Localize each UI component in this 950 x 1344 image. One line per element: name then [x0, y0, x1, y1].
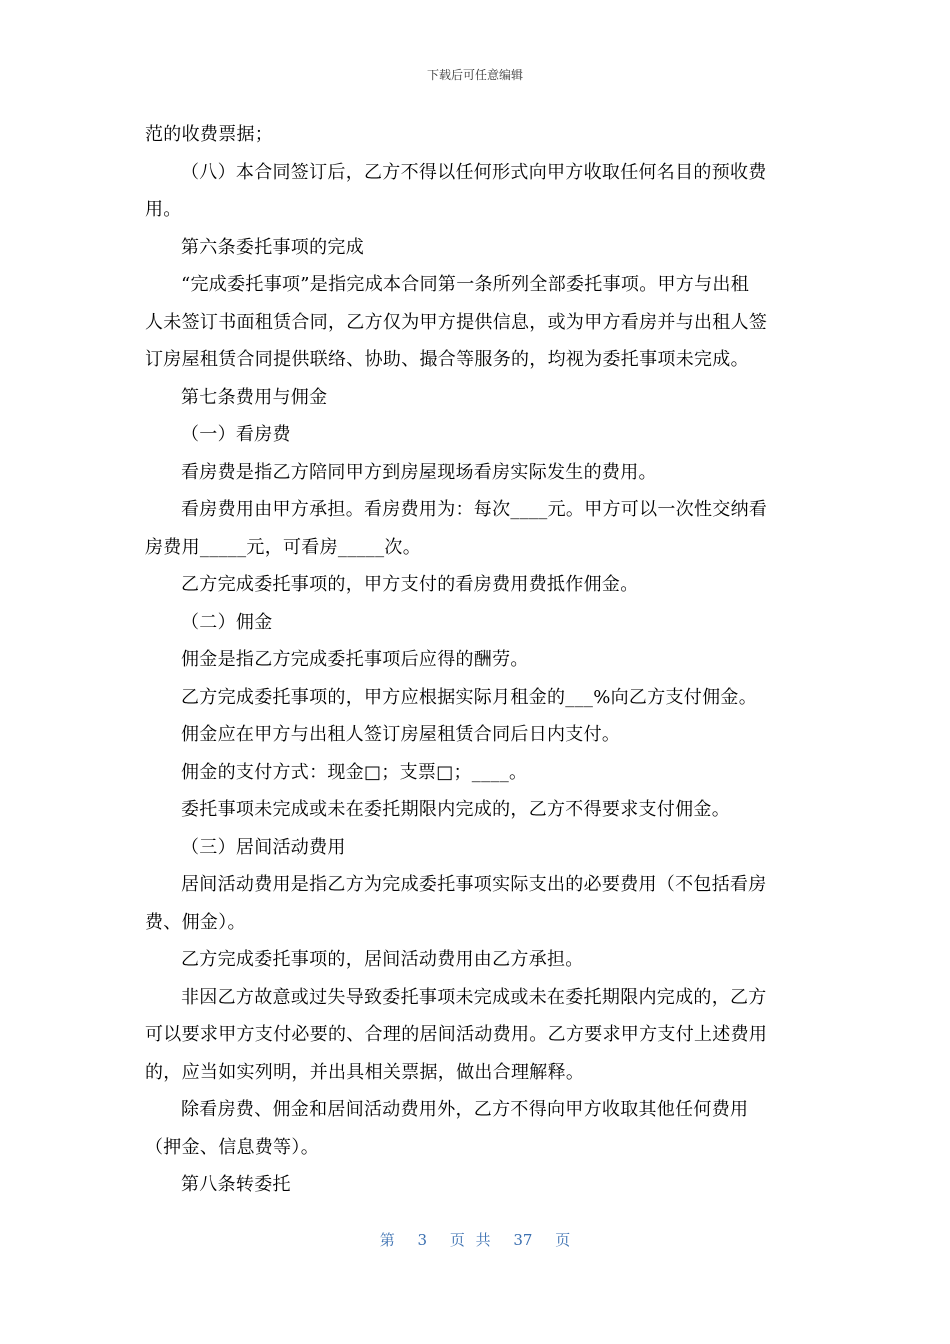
text-line: 订房屋租赁合同提供联络、协助、撮合等服务的，均视为委托事项未完成。 [145, 349, 749, 370]
text-line: （八）本合同签订后，乙方不得以任何形式向甲方收取任何名目的预收费 [181, 161, 767, 183]
text-line: 范的收费票据； [145, 124, 274, 145]
subsection-heading: （一）看房费 [181, 424, 291, 445]
total-page-count: 37 [513, 1231, 533, 1249]
text-line: 委托事项未完成或未在委托期限内完成的，乙方不得要求支付佣金。 [181, 799, 730, 820]
current-page-number: 3 [417, 1231, 428, 1249]
text-line: 乙方完成委托事项的，甲方支付的看房费用费抵作佣金。 [181, 574, 639, 595]
text-line: 费、佣金）。 [145, 911, 246, 933]
document-body [145, 116, 805, 1204]
text-line: 看房费用由甲方承担。看房费用为：每次____元。甲方可以一次性交纳看 [181, 499, 768, 520]
section-heading: 第六条委托事项的完成 [181, 236, 364, 258]
text-line: 佣金是指乙方完成委托事项后应得的酬劳。 [181, 649, 529, 670]
text-line: 佣金应在甲方与出租人签订房屋租赁合同后日内支付。 [181, 724, 621, 745]
subsection-heading: （三）居间活动费用 [181, 836, 346, 858]
page-label-middle: 页 共 [449, 1231, 491, 1249]
text-line: 人未签订书面租赁合同，乙方仅为甲方提供信息，或为甲方看房并与出租人签 [145, 311, 768, 333]
page-header: 下载后可任意编辑 [426, 68, 523, 82]
page-footer [0, 1229, 950, 1250]
text-line: 乙方完成委托事项的，甲方应根据实际月租金的___%向乙方支付佣金。 [181, 686, 757, 708]
text-line: “完成委托事项”是指完成本合同第一条所列全部委托事项。甲方与出租 [181, 274, 750, 295]
text-line: 看房费是指乙方陪同甲方到房屋现场看房实际发生的费用。 [181, 461, 657, 483]
text-line: 乙方完成委托事项的，居间活动费用由乙方承担。 [181, 949, 584, 970]
page-label-prefix: 第 [379, 1231, 395, 1249]
text-line: 非因乙方故意或过失导致委托事项未完成或未在委托期限内完成的，乙方 [181, 986, 767, 1008]
page-label-suffix: 页 [555, 1231, 571, 1249]
subsection-heading: （二）佣金 [181, 611, 273, 633]
section-heading: 第八条转委托 [181, 1174, 291, 1195]
text-line: 居间活动费用是指乙方为完成委托事项实际支出的必要费用（不包括看房 [181, 874, 767, 895]
text-line: 用。 [145, 199, 182, 220]
text-line: 除看房费、佣金和居间活动费用外，乙方不得向甲方收取其他任何费用 [181, 1099, 749, 1120]
text-line: 的，应当如实列明，并出具相关票据，做出合理解释。 [145, 1061, 585, 1083]
section-heading: 第七条费用与佣金 [181, 386, 328, 408]
text-line: 房费用_____元，可看房_____次。 [145, 536, 421, 558]
text-line: （押金、信息费等）。 [145, 1136, 319, 1158]
text-line: 佣金的支付方式：现金□；支票□；____。 [181, 761, 528, 783]
text-line: 可以要求甲方支付必要的、合理的居间活动费用。乙方要求甲方支付上述费用 [145, 1024, 768, 1045]
